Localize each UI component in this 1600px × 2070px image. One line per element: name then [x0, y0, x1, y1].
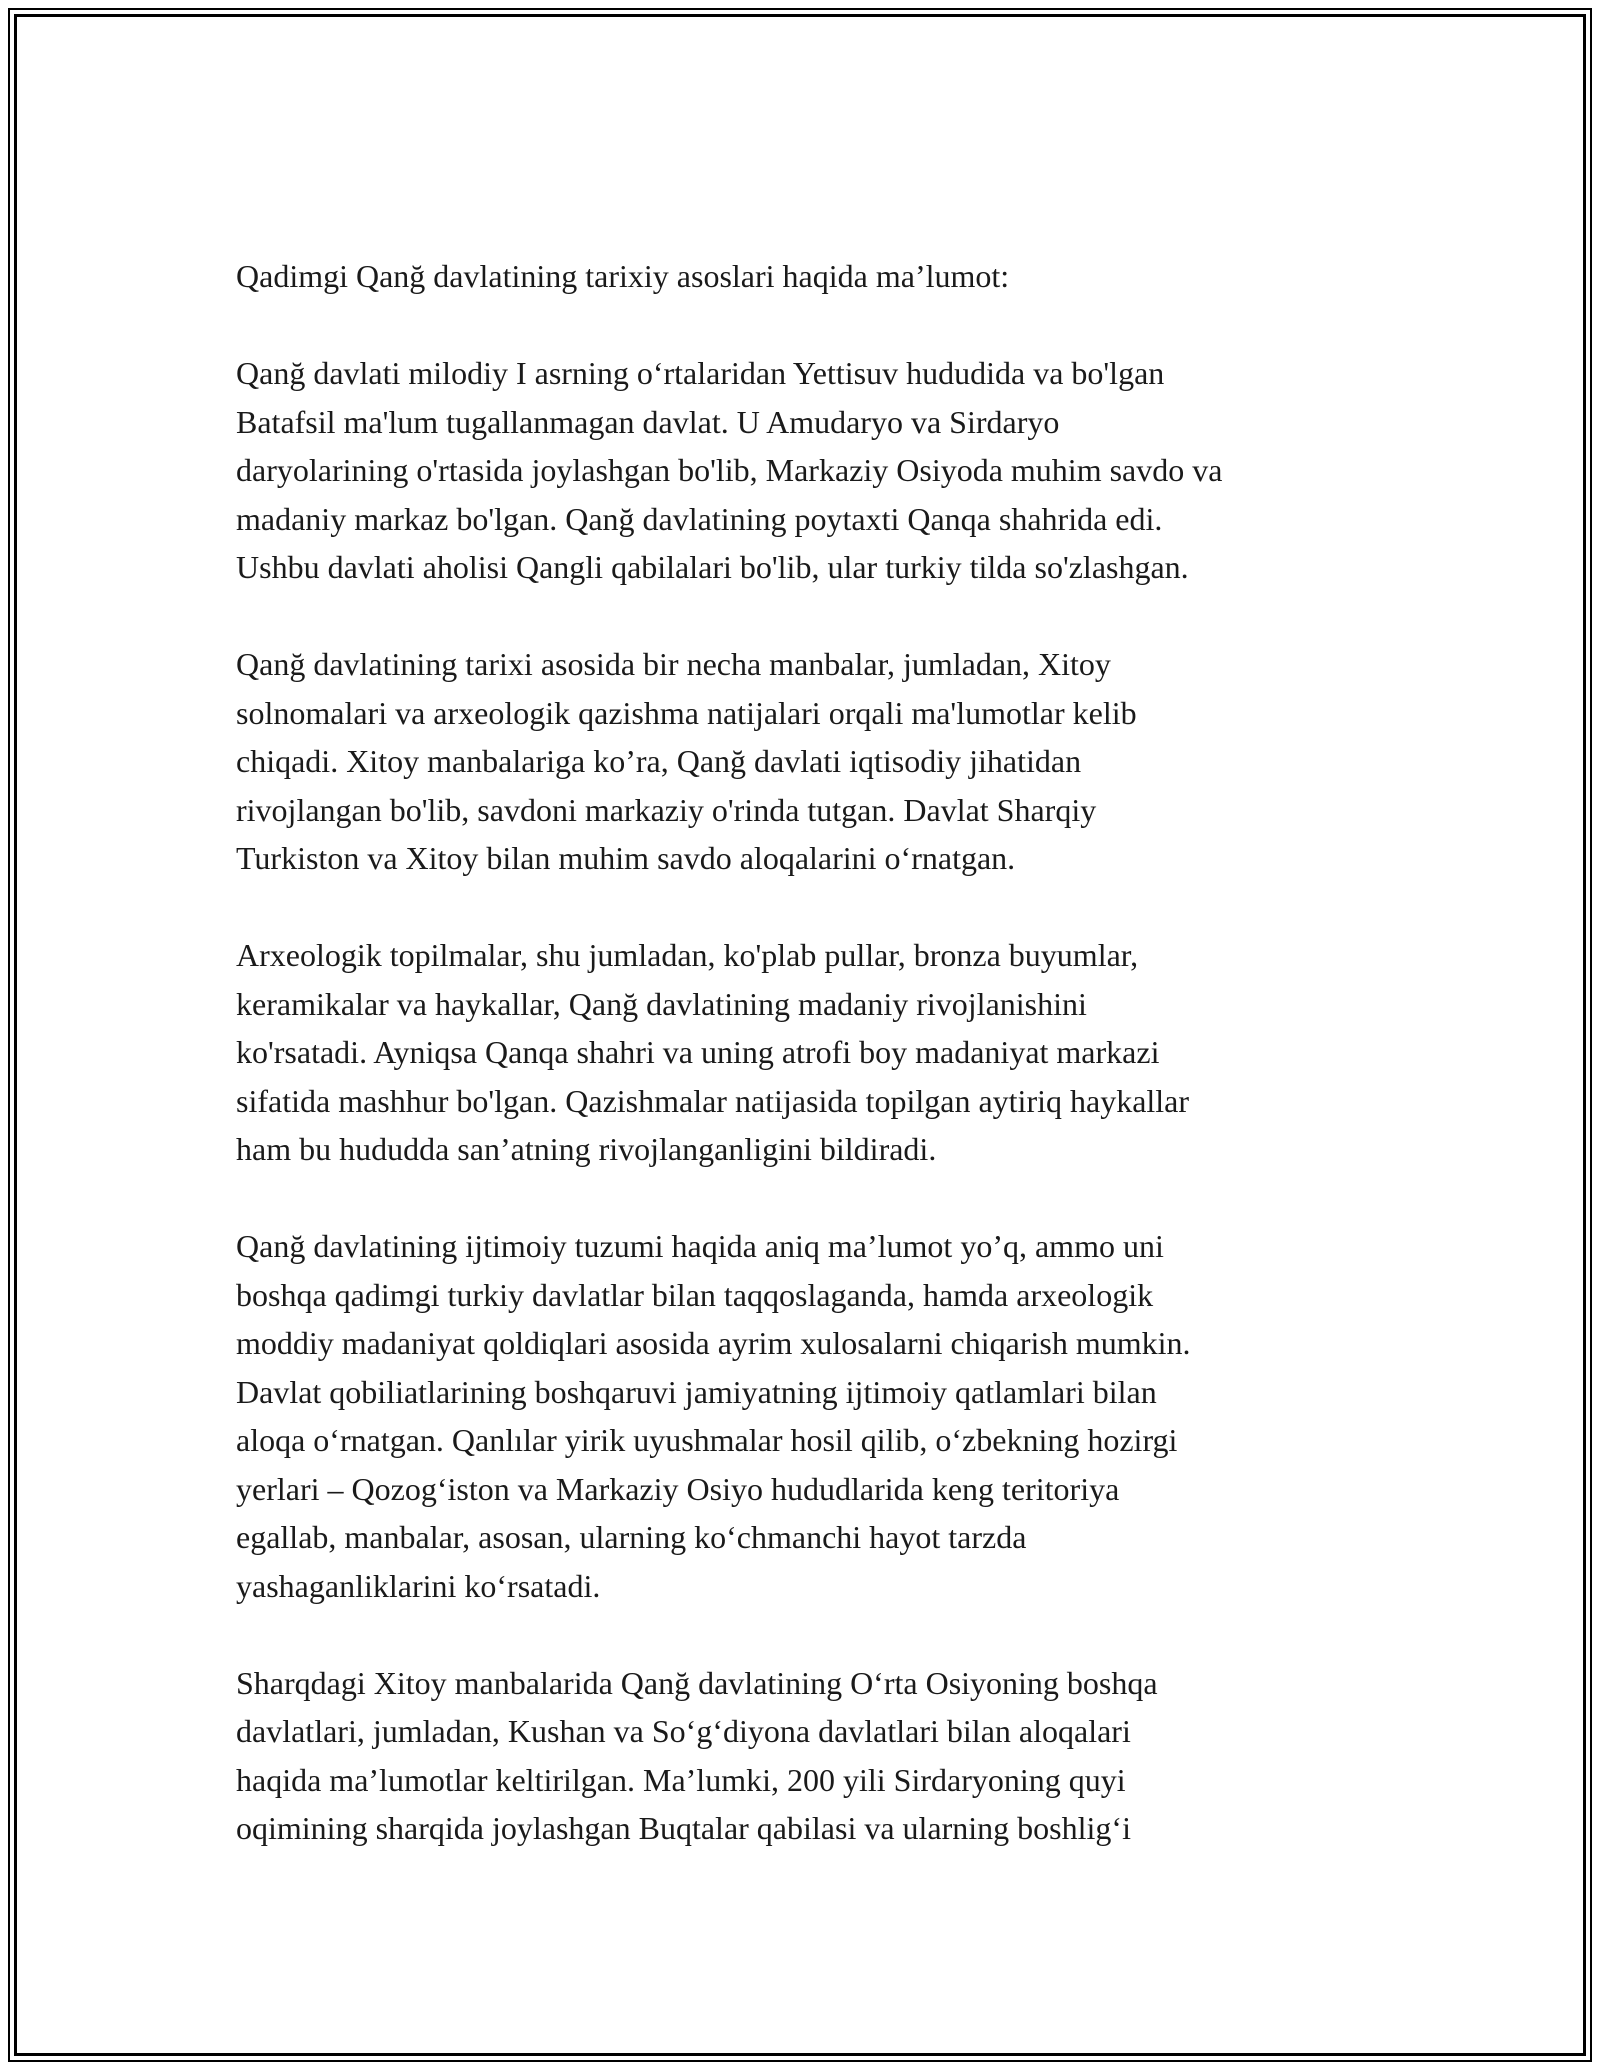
- paragraph-1: [236, 349, 1376, 592]
- text-line: Arxeologik topilmalar, shu jumladan, ko'plab pullar, bronza buyumlar,: [236, 937, 1139, 973]
- text-line: Sharqdagi Xitoy manbalarida Qanğ davlatining O‘rta Osiyoning boshqa: [236, 1664, 1158, 1701]
- text-line: rivojlangan bo'lib, savdoni markaziy o'rinda tutgan. Davlat Sharqiy: [236, 791, 1097, 828]
- text-line: yerlari – Qozog‘iston va Markaziy Osiyo hududlarida keng teritoriya: [236, 1470, 1120, 1507]
- text-line: sifatida mashhur bo'lgan. Qazishmalar natijasida topilgan aytiriq haykallar: [236, 1082, 1190, 1119]
- text-line: boshqa qadimgi turkiy davlatlar bilan taqqoslaganda, hamda arxeologik: [236, 1276, 1154, 1313]
- text-line: keramikalar va haykallar, Qanğ davlatining madaniy rivojlanishini: [236, 985, 1087, 1022]
- paragraph-5: [236, 1659, 1376, 1853]
- text-line: haqida ma’lumotlar keltirilgan. Ma’lumki, 200 yili Sirdaryoning quyi: [236, 1761, 1126, 1798]
- text-line: Ushbu davlati aholisi Qangli qabilalari bo'lib, ular turkiy tilda so'zlashgan.: [236, 549, 1189, 585]
- text-line: Davlat qobiliatlarining boshqaruvi jamiyatning ijtimoiy qatlamlari bilan: [236, 1373, 1157, 1410]
- text-line: Qanğ davlati milodiy I asrning o‘rtalaridan Yettisuv hududida va bo'lgan: [236, 355, 1165, 391]
- text-line: yashaganliklarini ko‘rsatadi.: [236, 1567, 601, 1604]
- text-line: moddiy madaniyat qoldiqlari asosida ayrim xulosalarni chiqarish mumkin.: [236, 1325, 1191, 1361]
- paragraph-3: [236, 931, 1376, 1174]
- text-line: Qanğ davlatining tarixi asosida bir necha manbalar, jumladan, Xitoy: [236, 646, 1111, 682]
- document-title: Qadimgi Qanğ davlatining tarixiy asoslari haqida ma’lumot:: [236, 258, 1010, 294]
- paragraph-2: [236, 640, 1376, 883]
- text-line: solnomalari va arxeologik qazishma natijalari orqali ma'lumotlar kelib: [236, 694, 1137, 731]
- paragraph-4: [236, 1222, 1376, 1610]
- text-line: aloqa o‘rnatgan. Qanlılar yirik uyushmalar hosil qilib, o‘zbekning hozirgi: [236, 1422, 1178, 1458]
- text-line: daryolarining o'rtasida joylashgan bo'lib, Markaziy Osiyoda muhim savdo va: [236, 452, 1223, 488]
- text-line: oqimining sharqida joylashgan Buqtalar qabilasi va ularning boshlig‘i: [236, 1810, 1131, 1846]
- text-line: Batafsil ma'lum tugallanmagan davlat. U Amudaryo va Sirdaryo: [236, 403, 1060, 440]
- text-line: Qanğ davlatining ijtimoiy tuzumi haqida aniq ma’lumot yo’q, ammo uni: [236, 1228, 1164, 1264]
- text-line: Turkiston va Xitoy bilan muhim savdo aloqalarini o‘rnatgan.: [236, 840, 1016, 876]
- text-line: ko'rsatadi. Ayniqsa Qanqa shahri va uning atrofi boy madaniyat markazi: [236, 1034, 1160, 1070]
- text-line: egallab, manbalar, asosan, ularning ko‘chmanchi hayot tarzda: [236, 1519, 1027, 1555]
- text-line: davlatlari, jumladan, Kushan va So‘g‘diyona davlatlari bilan aloqalari: [236, 1713, 1131, 1749]
- text-line: madaniy markaz bo'lgan. Qanğ davlatining poytaxti Qanqa shahrida edi.: [236, 500, 1163, 537]
- document-body: [236, 252, 1376, 1901]
- text-line: ham bu hududda san’atning rivojlanganligini bildiradi.: [236, 1131, 937, 1167]
- text-line: chiqadi. Xitoy manbalariga ko’ra, Qanğ davlati iqtisodiy jihatidan: [236, 743, 1082, 779]
